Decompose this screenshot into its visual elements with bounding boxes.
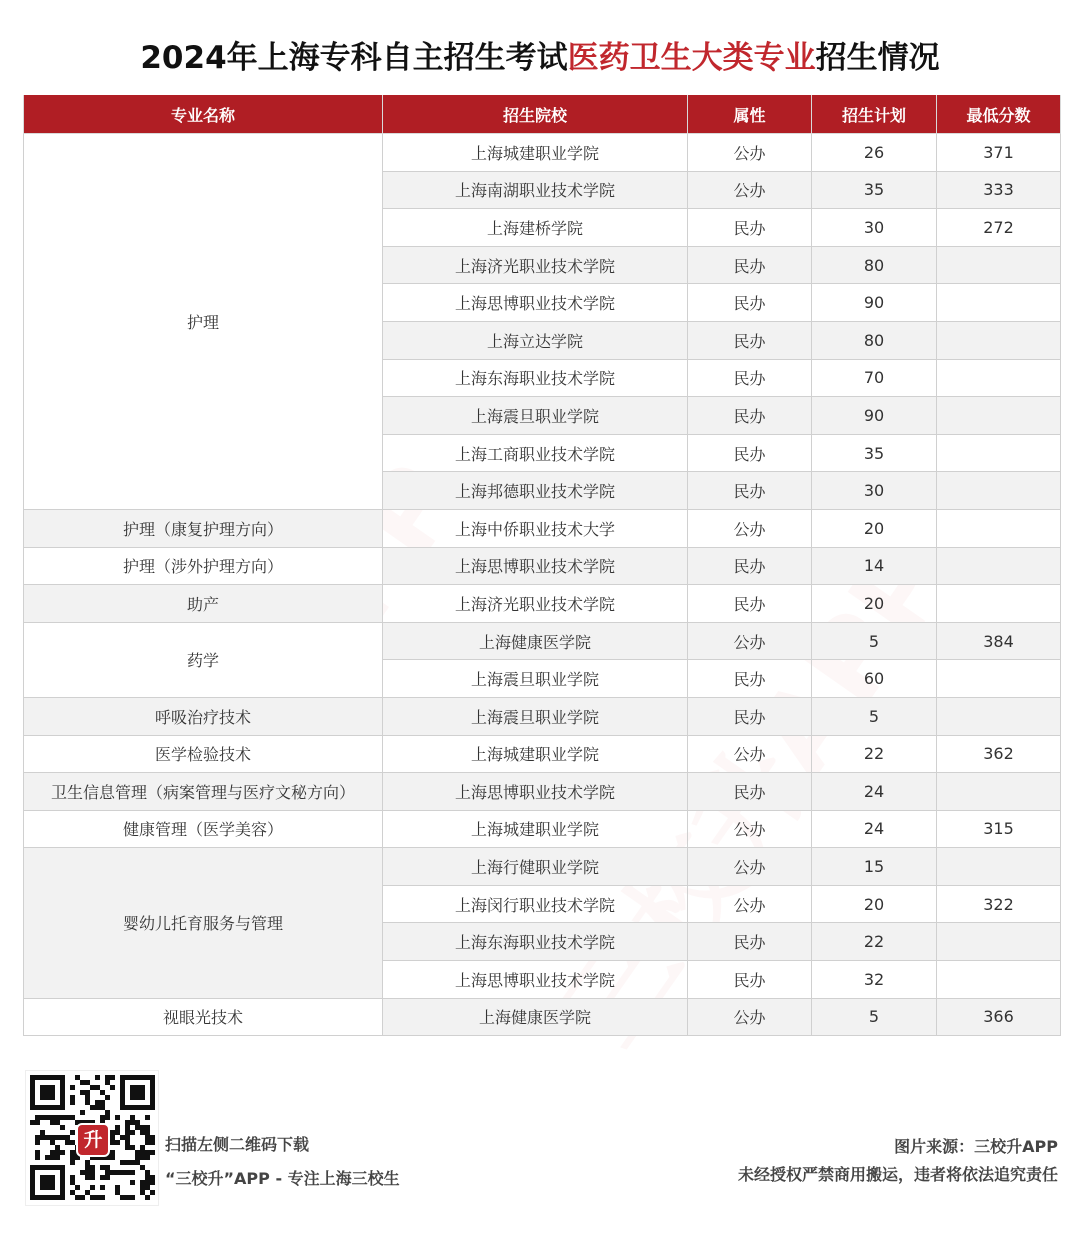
plan-cell: 14 (812, 547, 937, 585)
plan-cell: 20 (812, 885, 937, 923)
image-source: 图片来源：三校升APP (894, 1137, 1058, 1156)
qr-module (95, 1105, 100, 1110)
qr-module (70, 1115, 75, 1120)
qr-module (90, 1185, 95, 1190)
qr-module (105, 1110, 110, 1115)
qr-module (50, 1150, 55, 1155)
min-score-cell (937, 472, 1061, 510)
min-score-cell: 362 (937, 735, 1061, 773)
qr-module (35, 1135, 40, 1140)
qr-module (125, 1120, 130, 1125)
min-score-cell (937, 359, 1061, 397)
plan-cell: 80 (812, 246, 937, 284)
qr-module (40, 1130, 45, 1135)
type-cell: 公办 (688, 171, 812, 209)
min-score-cell: 272 (937, 209, 1061, 247)
qr-module (130, 1195, 135, 1200)
type-cell: 民办 (688, 284, 812, 322)
app-slogan: “三校升”APP - 专注上海三校生 (165, 1169, 400, 1188)
qr-module (80, 1090, 85, 1095)
plan-cell: 80 (812, 321, 937, 359)
plan-cell: 90 (812, 284, 937, 322)
qr-module (40, 1175, 55, 1190)
footer (0, 1070, 1080, 1220)
plan-cell: 90 (812, 397, 937, 435)
qr-module (130, 1130, 135, 1135)
school-cell: 上海健康医学院 (383, 622, 688, 660)
school-cell: 上海中侨职业技术大学 (383, 509, 688, 547)
min-score-cell: 371 (937, 134, 1061, 172)
qr-module (50, 1115, 55, 1120)
qr-module (145, 1140, 150, 1145)
min-score-cell (937, 961, 1061, 999)
qr-module (50, 1155, 55, 1160)
qr-module (90, 1195, 95, 1200)
qr-module (50, 1135, 55, 1140)
qr-module (85, 1160, 90, 1165)
qr-module (125, 1140, 130, 1145)
header-plan: 招生计划 (812, 95, 937, 134)
plan-cell: 5 (812, 622, 937, 660)
qr-module (145, 1155, 150, 1160)
plan-cell: 35 (812, 171, 937, 209)
school-cell: 上海思博职业技术学院 (383, 547, 688, 585)
qr-module (125, 1130, 130, 1135)
qr-module (85, 1080, 90, 1085)
school-cell: 上海城建职业学院 (383, 735, 688, 773)
major-name-cell: 呼吸治疗技术 (24, 697, 383, 735)
type-cell: 公办 (688, 509, 812, 547)
qr-module (100, 1090, 105, 1095)
min-score-cell (937, 848, 1061, 886)
qr-module (125, 1125, 130, 1130)
type-cell: 公办 (688, 998, 812, 1036)
qr-module (80, 1110, 85, 1115)
min-score-cell (937, 284, 1061, 322)
school-cell: 上海东海职业技术学院 (383, 359, 688, 397)
qr-module (145, 1170, 150, 1175)
qr-module (90, 1085, 95, 1090)
title-highlight: 医药卫生大类专业 (567, 40, 816, 76)
qr-module (35, 1140, 40, 1145)
school-cell: 上海震旦职业学院 (383, 397, 688, 435)
header-type: 属性 (688, 95, 812, 134)
qr-module (65, 1115, 70, 1120)
school-cell: 上海城建职业学院 (383, 810, 688, 848)
qr-module (130, 1115, 135, 1120)
qr-module (55, 1150, 60, 1155)
plan-cell: 20 (812, 509, 937, 547)
min-score-cell (937, 660, 1061, 698)
title-suffix: 招生情况 (815, 40, 940, 76)
school-cell: 上海东海职业技术学院 (383, 923, 688, 961)
qr-module (145, 1130, 150, 1135)
school-cell: 上海济光职业技术学院 (383, 585, 688, 623)
qr-module (95, 1195, 100, 1200)
qr-module (110, 1135, 115, 1140)
qr-module (105, 1075, 110, 1080)
table-row (24, 509, 1061, 547)
qr-module (140, 1130, 145, 1135)
qr-module (75, 1075, 80, 1080)
school-cell: 上海震旦职业学院 (383, 660, 688, 698)
qr-module (100, 1165, 105, 1170)
plan-cell: 20 (812, 585, 937, 623)
qr-module (40, 1135, 45, 1140)
qr-module (105, 1115, 110, 1120)
qr-module (70, 1085, 75, 1090)
qr-module (145, 1150, 150, 1155)
qr-module (105, 1175, 110, 1180)
copyright-warning: 未经授权严禁商用搬运，违者将依法追究责任 (737, 1165, 1058, 1184)
qr-module (130, 1160, 135, 1165)
qr-module (90, 1175, 95, 1180)
qr-module (115, 1185, 120, 1190)
table-row (24, 134, 1061, 172)
qr-module (115, 1140, 120, 1145)
qr-module (85, 1190, 90, 1195)
plan-cell: 26 (812, 134, 937, 172)
qr-module (125, 1135, 130, 1140)
plan-cell: 24 (812, 773, 937, 811)
header-school: 招生院校 (383, 95, 688, 134)
qr-module (70, 1150, 75, 1155)
qr-module (105, 1080, 110, 1085)
plan-cell: 30 (812, 472, 937, 510)
qr-module (110, 1150, 115, 1155)
qr-module (70, 1140, 75, 1145)
table-row (24, 848, 1061, 886)
qr-module (55, 1115, 60, 1120)
qr-module (100, 1195, 105, 1200)
type-cell: 公办 (688, 810, 812, 848)
qr-module (55, 1135, 60, 1140)
qr-module (130, 1145, 135, 1150)
qr-module (140, 1150, 145, 1155)
table-row (24, 998, 1061, 1036)
qr-module (95, 1075, 100, 1080)
qr-module (60, 1115, 65, 1120)
qr-module (140, 1180, 145, 1185)
plan-cell: 60 (812, 660, 937, 698)
qr-module (70, 1175, 75, 1180)
qr-module (70, 1155, 75, 1160)
qr-module (110, 1170, 115, 1175)
qr-module (50, 1120, 55, 1125)
qr-module (65, 1140, 70, 1145)
qr-module (85, 1170, 90, 1175)
qr-module (60, 1135, 65, 1140)
major-name-cell: 婴幼儿托育服务与管理 (24, 848, 383, 998)
table-row (24, 735, 1061, 773)
qr-module (130, 1170, 135, 1175)
major-name-cell: 护理（康复护理方向） (24, 509, 383, 547)
admissions-table (23, 95, 1061, 1036)
qr-module (75, 1185, 80, 1190)
qr-module (110, 1075, 115, 1080)
qr-module (80, 1195, 85, 1200)
major-name-cell: 护理 (24, 134, 383, 510)
qr-code[interactable] (25, 1070, 159, 1206)
page-title (0, 32, 1080, 77)
school-cell: 上海工商职业技术学院 (383, 434, 688, 472)
table-row (24, 773, 1061, 811)
qr-module (150, 1140, 155, 1145)
qr-module (120, 1170, 125, 1175)
qr-module (55, 1155, 60, 1160)
type-cell: 民办 (688, 209, 812, 247)
qr-module (90, 1170, 95, 1175)
qr-module (70, 1100, 75, 1105)
qr-module (105, 1170, 110, 1175)
qr-module (90, 1165, 95, 1170)
qr-module (100, 1115, 105, 1120)
qr-module (110, 1140, 115, 1145)
school-cell: 上海邦德职业技术学院 (383, 472, 688, 510)
qr-module (140, 1190, 145, 1195)
qr-module (60, 1150, 65, 1155)
min-score-cell (937, 509, 1061, 547)
qr-module (150, 1180, 155, 1185)
qr-module (150, 1175, 155, 1180)
table-row (24, 622, 1061, 660)
school-cell: 上海思博职业技术学院 (383, 284, 688, 322)
major-name-cell: 药学 (24, 622, 383, 697)
qr-module (145, 1175, 150, 1180)
qr-module (100, 1175, 105, 1180)
qr-module (140, 1185, 145, 1190)
qr-module (40, 1115, 45, 1120)
app-logo-icon: 升 (76, 1123, 110, 1157)
min-score-cell (937, 773, 1061, 811)
type-cell: 公办 (688, 134, 812, 172)
type-cell: 民办 (688, 434, 812, 472)
qr-module (130, 1120, 135, 1125)
qr-module (80, 1080, 85, 1085)
qr-module (105, 1165, 110, 1170)
qr-module (95, 1100, 100, 1105)
min-score-cell (937, 697, 1061, 735)
min-score-cell (937, 923, 1061, 961)
plan-cell: 32 (812, 961, 937, 999)
qr-module (45, 1155, 50, 1160)
major-name-cell: 护理（涉外护理方向） (24, 547, 383, 585)
qr-module (85, 1095, 90, 1100)
qr-module (35, 1120, 40, 1125)
min-score-cell: 384 (937, 622, 1061, 660)
type-cell: 民办 (688, 397, 812, 435)
type-cell: 民办 (688, 961, 812, 999)
major-name-cell: 医学检验技术 (24, 735, 383, 773)
plan-cell: 24 (812, 810, 937, 848)
qr-module (150, 1150, 155, 1155)
qr-module (125, 1170, 130, 1175)
qr-module (130, 1085, 145, 1100)
qr-module (145, 1180, 150, 1185)
type-cell: 民办 (688, 321, 812, 359)
qr-module (115, 1115, 120, 1120)
plan-cell: 5 (812, 998, 937, 1036)
school-cell: 上海行健职业学院 (383, 848, 688, 886)
table-header-row (24, 95, 1061, 134)
type-cell: 公办 (688, 735, 812, 773)
qr-module (125, 1145, 130, 1150)
type-cell: 民办 (688, 472, 812, 510)
qr-module (80, 1170, 85, 1175)
school-cell: 上海立达学院 (383, 321, 688, 359)
major-name-cell: 视眼光技术 (24, 998, 383, 1036)
qr-module (120, 1195, 125, 1200)
qr-module (115, 1125, 120, 1130)
qr-module (75, 1195, 80, 1200)
type-cell: 公办 (688, 848, 812, 886)
qr-module (45, 1115, 50, 1120)
qr-module (95, 1085, 100, 1090)
school-cell: 上海思博职业技术学院 (383, 773, 688, 811)
min-score-cell: 315 (937, 810, 1061, 848)
school-cell: 上海济光职业技术学院 (383, 246, 688, 284)
plan-cell: 22 (812, 735, 937, 773)
min-score-cell (937, 321, 1061, 359)
major-name-cell: 卫生信息管理（病案管理与医疗文秘方向） (24, 773, 383, 811)
plan-cell: 22 (812, 923, 937, 961)
qr-module (45, 1135, 50, 1140)
plan-cell: 15 (812, 848, 937, 886)
qr-module (65, 1135, 70, 1140)
major-name-cell: 健康管理（医学美容） (24, 810, 383, 848)
min-score-cell (937, 397, 1061, 435)
min-score-cell: 366 (937, 998, 1061, 1036)
qr-module (140, 1155, 145, 1160)
qr-module (135, 1160, 140, 1165)
qr-module (150, 1135, 155, 1140)
qr-module (110, 1085, 115, 1090)
qr-module (100, 1105, 105, 1110)
qr-module (115, 1170, 120, 1175)
qr-module (115, 1130, 120, 1135)
qr-module (90, 1105, 95, 1110)
min-score-cell (937, 585, 1061, 623)
qr-module (135, 1125, 140, 1130)
table-row (24, 810, 1061, 848)
table-row (24, 697, 1061, 735)
qr-module (145, 1185, 150, 1190)
qr-module (60, 1125, 65, 1130)
school-cell: 上海闵行职业技术学院 (383, 885, 688, 923)
qr-module (110, 1155, 115, 1160)
qr-module (35, 1150, 40, 1155)
qr-module (105, 1095, 110, 1100)
plan-cell: 70 (812, 359, 937, 397)
qr-module (35, 1155, 40, 1160)
qr-module (55, 1145, 60, 1150)
qr-module (145, 1135, 150, 1140)
type-cell: 民办 (688, 697, 812, 735)
qr-module (70, 1190, 75, 1195)
qr-module (125, 1160, 130, 1165)
min-score-cell (937, 246, 1061, 284)
min-score-cell: 322 (937, 885, 1061, 923)
type-cell: 民办 (688, 246, 812, 284)
table-body (24, 134, 1061, 1036)
school-cell: 上海南湖职业技术学院 (383, 171, 688, 209)
type-cell: 民办 (688, 359, 812, 397)
qr-module (110, 1130, 115, 1135)
qr-module (145, 1125, 150, 1130)
school-cell: 上海健康医学院 (383, 998, 688, 1036)
qr-module (70, 1160, 75, 1165)
table-row (24, 547, 1061, 585)
qr-module (115, 1190, 120, 1195)
qr-module (130, 1180, 135, 1185)
title-prefix: 2024年上海专科自主招生考试 (140, 40, 568, 76)
major-name-cell: 助产 (24, 585, 383, 623)
header-min-score: 最低分数 (937, 95, 1061, 134)
qr-module (50, 1140, 55, 1145)
qr-module (120, 1160, 125, 1165)
qr-module (70, 1180, 75, 1185)
qr-module (145, 1195, 150, 1200)
qr-module (150, 1190, 155, 1195)
type-cell: 公办 (688, 622, 812, 660)
type-cell: 民办 (688, 585, 812, 623)
plan-cell: 5 (812, 697, 937, 735)
plan-cell: 35 (812, 434, 937, 472)
qr-module (125, 1195, 130, 1200)
min-score-cell (937, 547, 1061, 585)
type-cell: 公办 (688, 885, 812, 923)
qr-module (70, 1130, 75, 1135)
min-score-cell (937, 434, 1061, 472)
qr-module (100, 1185, 105, 1190)
qr-module (85, 1090, 90, 1095)
qr-module (85, 1100, 90, 1105)
qr-module (30, 1120, 35, 1125)
school-cell: 上海思博职业技术学院 (383, 961, 688, 999)
school-cell: 上海城建职业学院 (383, 134, 688, 172)
type-cell: 民办 (688, 923, 812, 961)
qr-module (100, 1100, 105, 1105)
qr-module (120, 1135, 125, 1140)
table-row (24, 585, 1061, 623)
header-major: 专业名称 (24, 95, 383, 134)
type-cell: 民办 (688, 773, 812, 811)
qr-module (140, 1145, 145, 1150)
qr-module (70, 1095, 75, 1100)
qr-module (85, 1175, 90, 1180)
qr-module (140, 1165, 145, 1170)
min-score-cell: 333 (937, 171, 1061, 209)
qr-module (140, 1125, 145, 1130)
plan-cell: 30 (812, 209, 937, 247)
qr-module (55, 1120, 60, 1125)
qr-module (135, 1155, 140, 1160)
type-cell: 民办 (688, 547, 812, 585)
qr-module (35, 1115, 40, 1120)
qr-module (135, 1120, 140, 1125)
school-cell: 上海建桥学院 (383, 209, 688, 247)
qr-module (135, 1150, 140, 1155)
scan-instruction: 扫描左侧二维码下载 (165, 1135, 310, 1154)
qr-module (85, 1165, 90, 1170)
qr-module (145, 1115, 150, 1120)
type-cell: 民办 (688, 660, 812, 698)
qr-module (40, 1085, 55, 1100)
school-cell: 上海震旦职业学院 (383, 697, 688, 735)
